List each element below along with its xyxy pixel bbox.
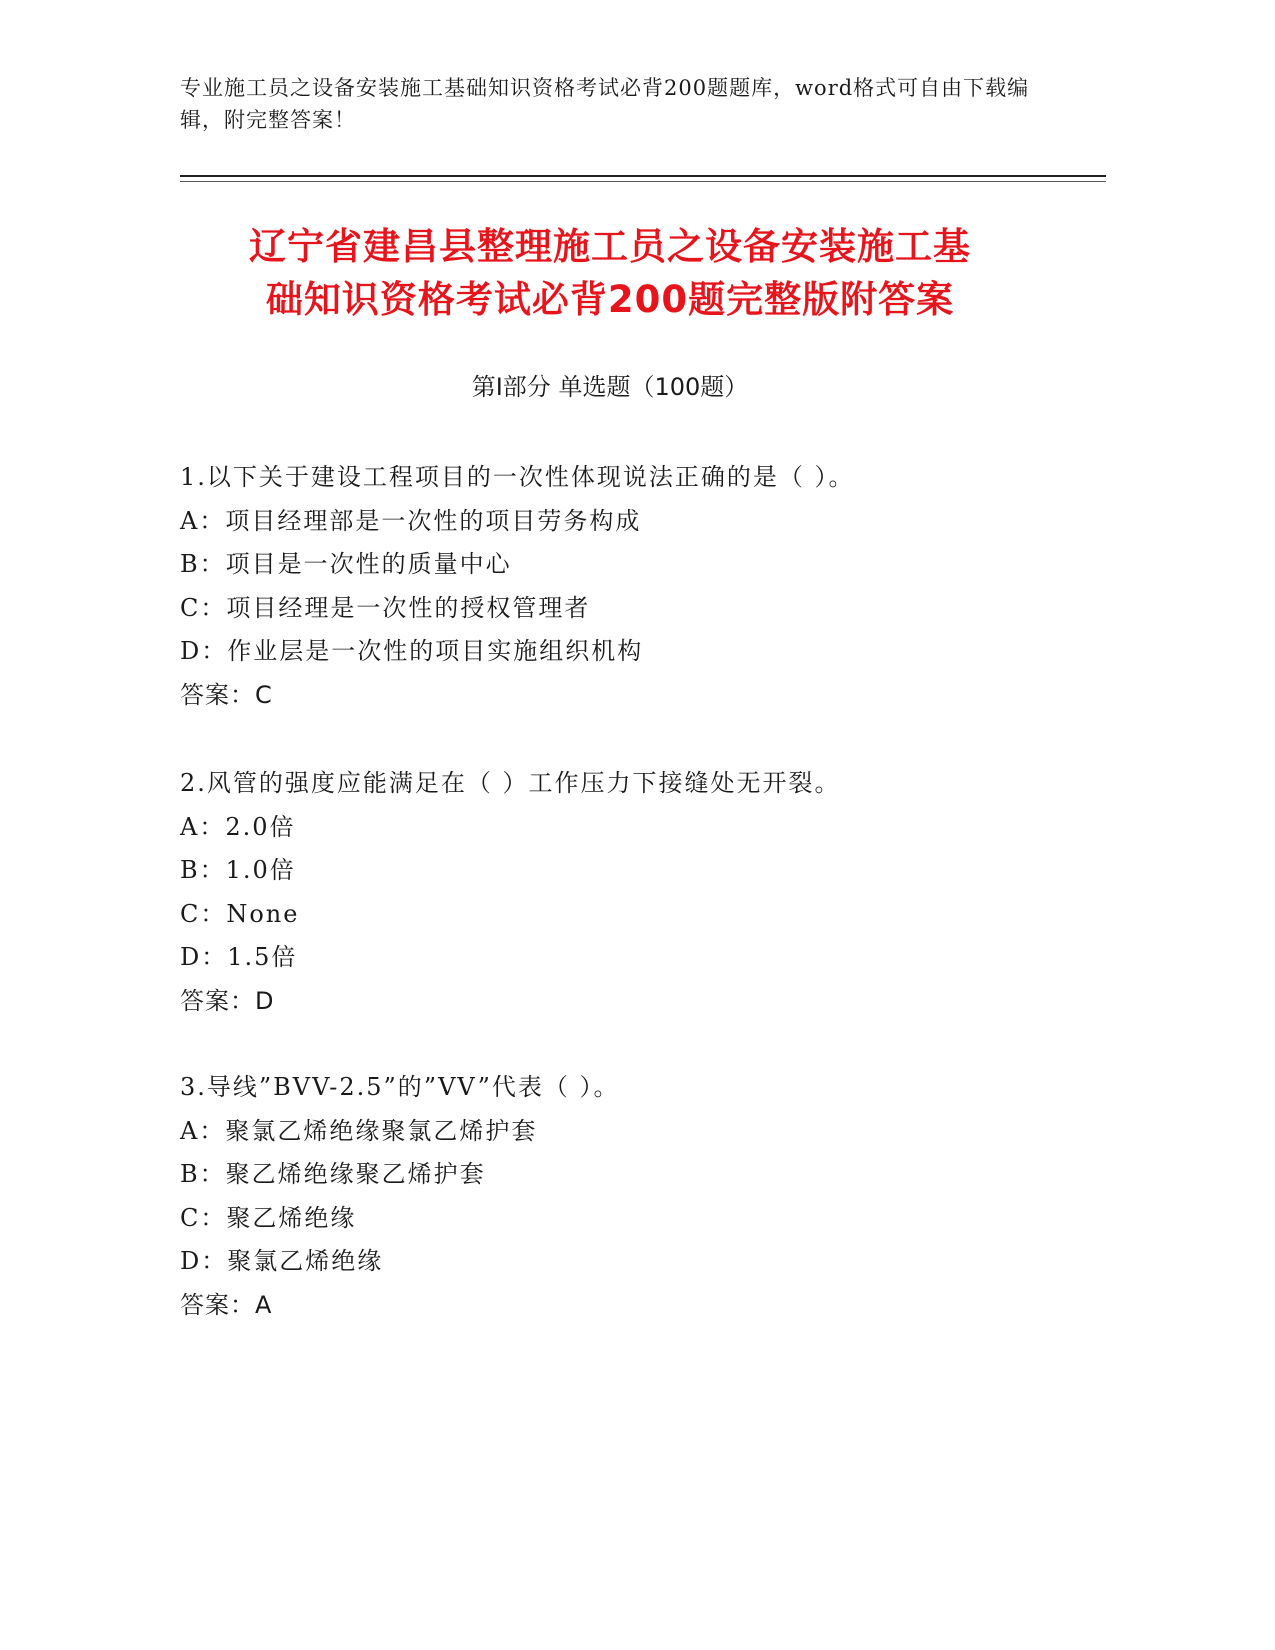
option-b: B：1.0倍 — [180, 856, 296, 885]
question-stem: 3.导线”BVV-2.5”的”VV”代表（ ）。 — [180, 1073, 620, 1101]
option-d: D：聚氯乙烯绝缘 — [180, 1247, 384, 1276]
option-d: D：1.5倍 — [180, 943, 298, 972]
option-a: A：2.0倍 — [180, 812, 296, 841]
option-c: C：聚乙烯绝缘 — [180, 1203, 357, 1232]
document-title — [180, 220, 1040, 326]
question-stem: 2.风管的强度应能满足在（ ）工作压力下接缝处无开裂。 — [180, 769, 841, 797]
option-c: C：None — [180, 899, 300, 928]
question-3 — [180, 1066, 1080, 1328]
header-divider-thick — [180, 175, 1106, 177]
answer-line: 答案：D — [180, 986, 275, 1015]
section-heading: 第Ⅰ部分 单选题（100题） — [471, 373, 749, 401]
header-divider-thin — [180, 181, 1106, 182]
document-title-line-1: 辽宁省建昌县整理施工员之设备安装施工基 — [249, 225, 971, 268]
document-title-line-2: 础知识资格考试必背200题完整版附答案 — [265, 278, 955, 321]
option-c: C：项目经理是一次性的授权管理者 — [180, 593, 591, 622]
option-b: B：项目是一次性的质量中心 — [180, 550, 512, 579]
question-2 — [180, 762, 1080, 1024]
option-a: A：项目经理部是一次性的项目劳务构成 — [180, 506, 642, 535]
answer-line: 答案：C — [180, 680, 273, 709]
question-1 — [180, 456, 1080, 718]
option-a: A：聚氯乙烯绝缘聚氯乙烯护套 — [180, 1116, 538, 1145]
question-stem: 1.以下关于建设工程项目的一次性体现说法正确的是（ ）。 — [180, 463, 855, 491]
option-b: B：聚乙烯绝缘聚乙烯护套 — [180, 1160, 486, 1189]
option-d: D：作业层是一次性的项目实施组织机构 — [180, 637, 644, 666]
header-note: 专业施工员之设备安装施工基础知识资格考试必背200题题库，word格式可自由下载编辑，附完整答案！ — [180, 76, 1030, 132]
answer-line: 答案：A — [180, 1290, 273, 1319]
